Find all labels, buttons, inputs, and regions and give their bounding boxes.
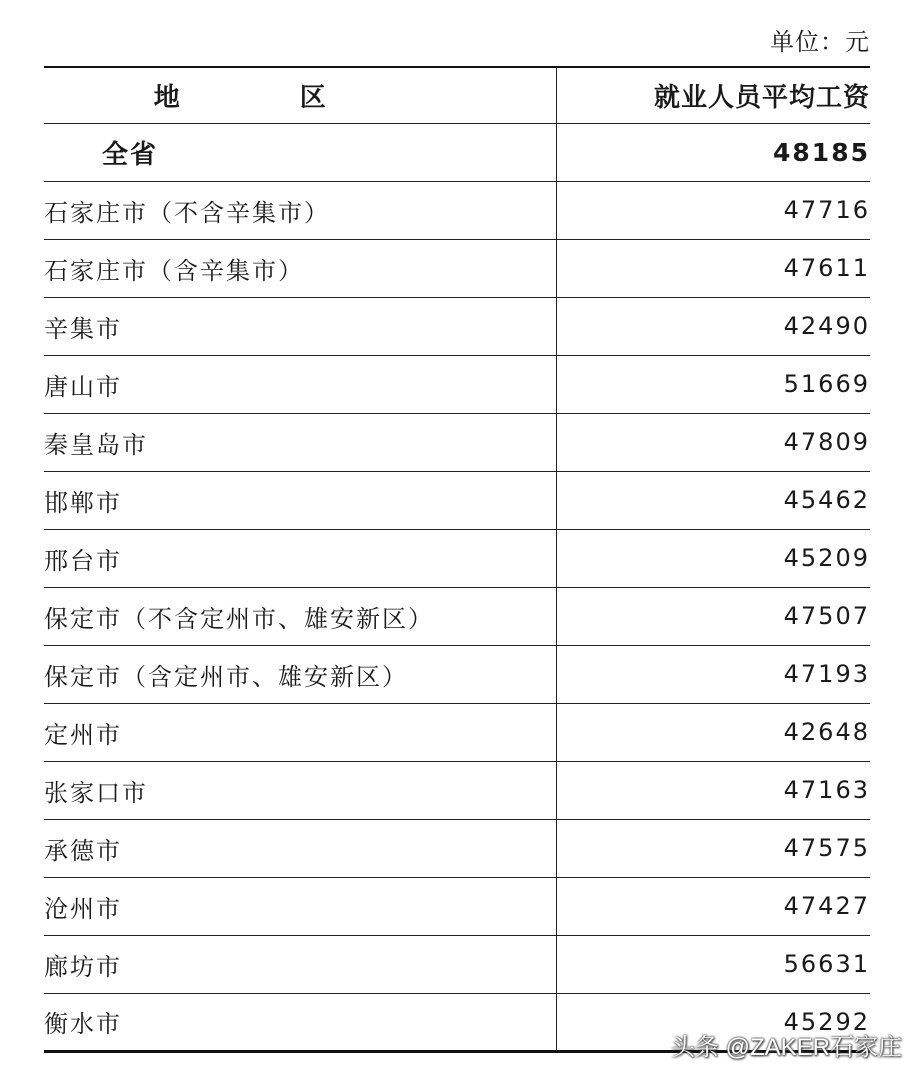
unit-label: 单位：元 [770,28,870,56]
table-row [44,703,870,761]
table-body [44,123,870,1051]
wage-cell: 47716 [556,181,870,239]
wage-cell: 42490 [556,297,870,355]
table-row [44,587,870,645]
wage-cell: 47427 [556,877,870,935]
wage-cell: 48185 [556,123,870,181]
region-cell: 保定市（不含定州市、雄安新区） [44,587,556,645]
table-row [44,181,870,239]
table-row [44,471,870,529]
region-cell: 秦皇岛市 [44,413,556,471]
region-cell: 张家口市 [44,761,556,819]
region-cell: 邯郸市 [44,471,556,529]
table-row [44,935,870,993]
wage-cell: 47507 [556,587,870,645]
table-row [44,761,870,819]
region-cell: 衡水市 [44,993,556,1051]
wage-cell: 45462 [556,471,870,529]
province-total-row [44,123,870,181]
wage-cell: 47611 [556,239,870,297]
region-cell: 廊坊市 [44,935,556,993]
wage-cell: 56631 [556,935,870,993]
table-row [44,645,870,703]
watermark: 头条 @ZAKER石家庄 [670,1034,902,1061]
wage-cell: 45292 [556,993,870,1051]
wage-cell: 47193 [556,645,870,703]
region-cell: 辛集市 [44,297,556,355]
wage-cell: 47163 [556,761,870,819]
region-cell: 石家庄市（含辛集市） [44,239,556,297]
table-row [44,297,870,355]
table-row [44,413,870,471]
region-cell: 承德市 [44,819,556,877]
wage-cell: 47575 [556,819,870,877]
table-row [44,355,870,413]
wage-cell: 51669 [556,355,870,413]
table-row [44,529,870,587]
wage-column-header: 就业人员平均工资 [556,67,870,123]
wage-table [44,66,870,1053]
region-cell: 沧州市 [44,877,556,935]
table-header-row [44,67,870,123]
table-row [44,819,870,877]
region-cell: 邢台市 [44,529,556,587]
region-cell: 定州市 [44,703,556,761]
wage-cell: 45209 [556,529,870,587]
wage-cell: 47809 [556,413,870,471]
table-row [44,239,870,297]
region-cell: 唐山市 [44,355,556,413]
region-cell: 石家庄市（不含辛集市） [44,181,556,239]
region-column-header: 地区 [44,67,556,123]
table-row [44,877,870,935]
region-cell: 保定市（含定州市、雄安新区） [44,645,556,703]
wage-cell: 42648 [556,703,870,761]
region-cell: 全省 [44,123,556,181]
